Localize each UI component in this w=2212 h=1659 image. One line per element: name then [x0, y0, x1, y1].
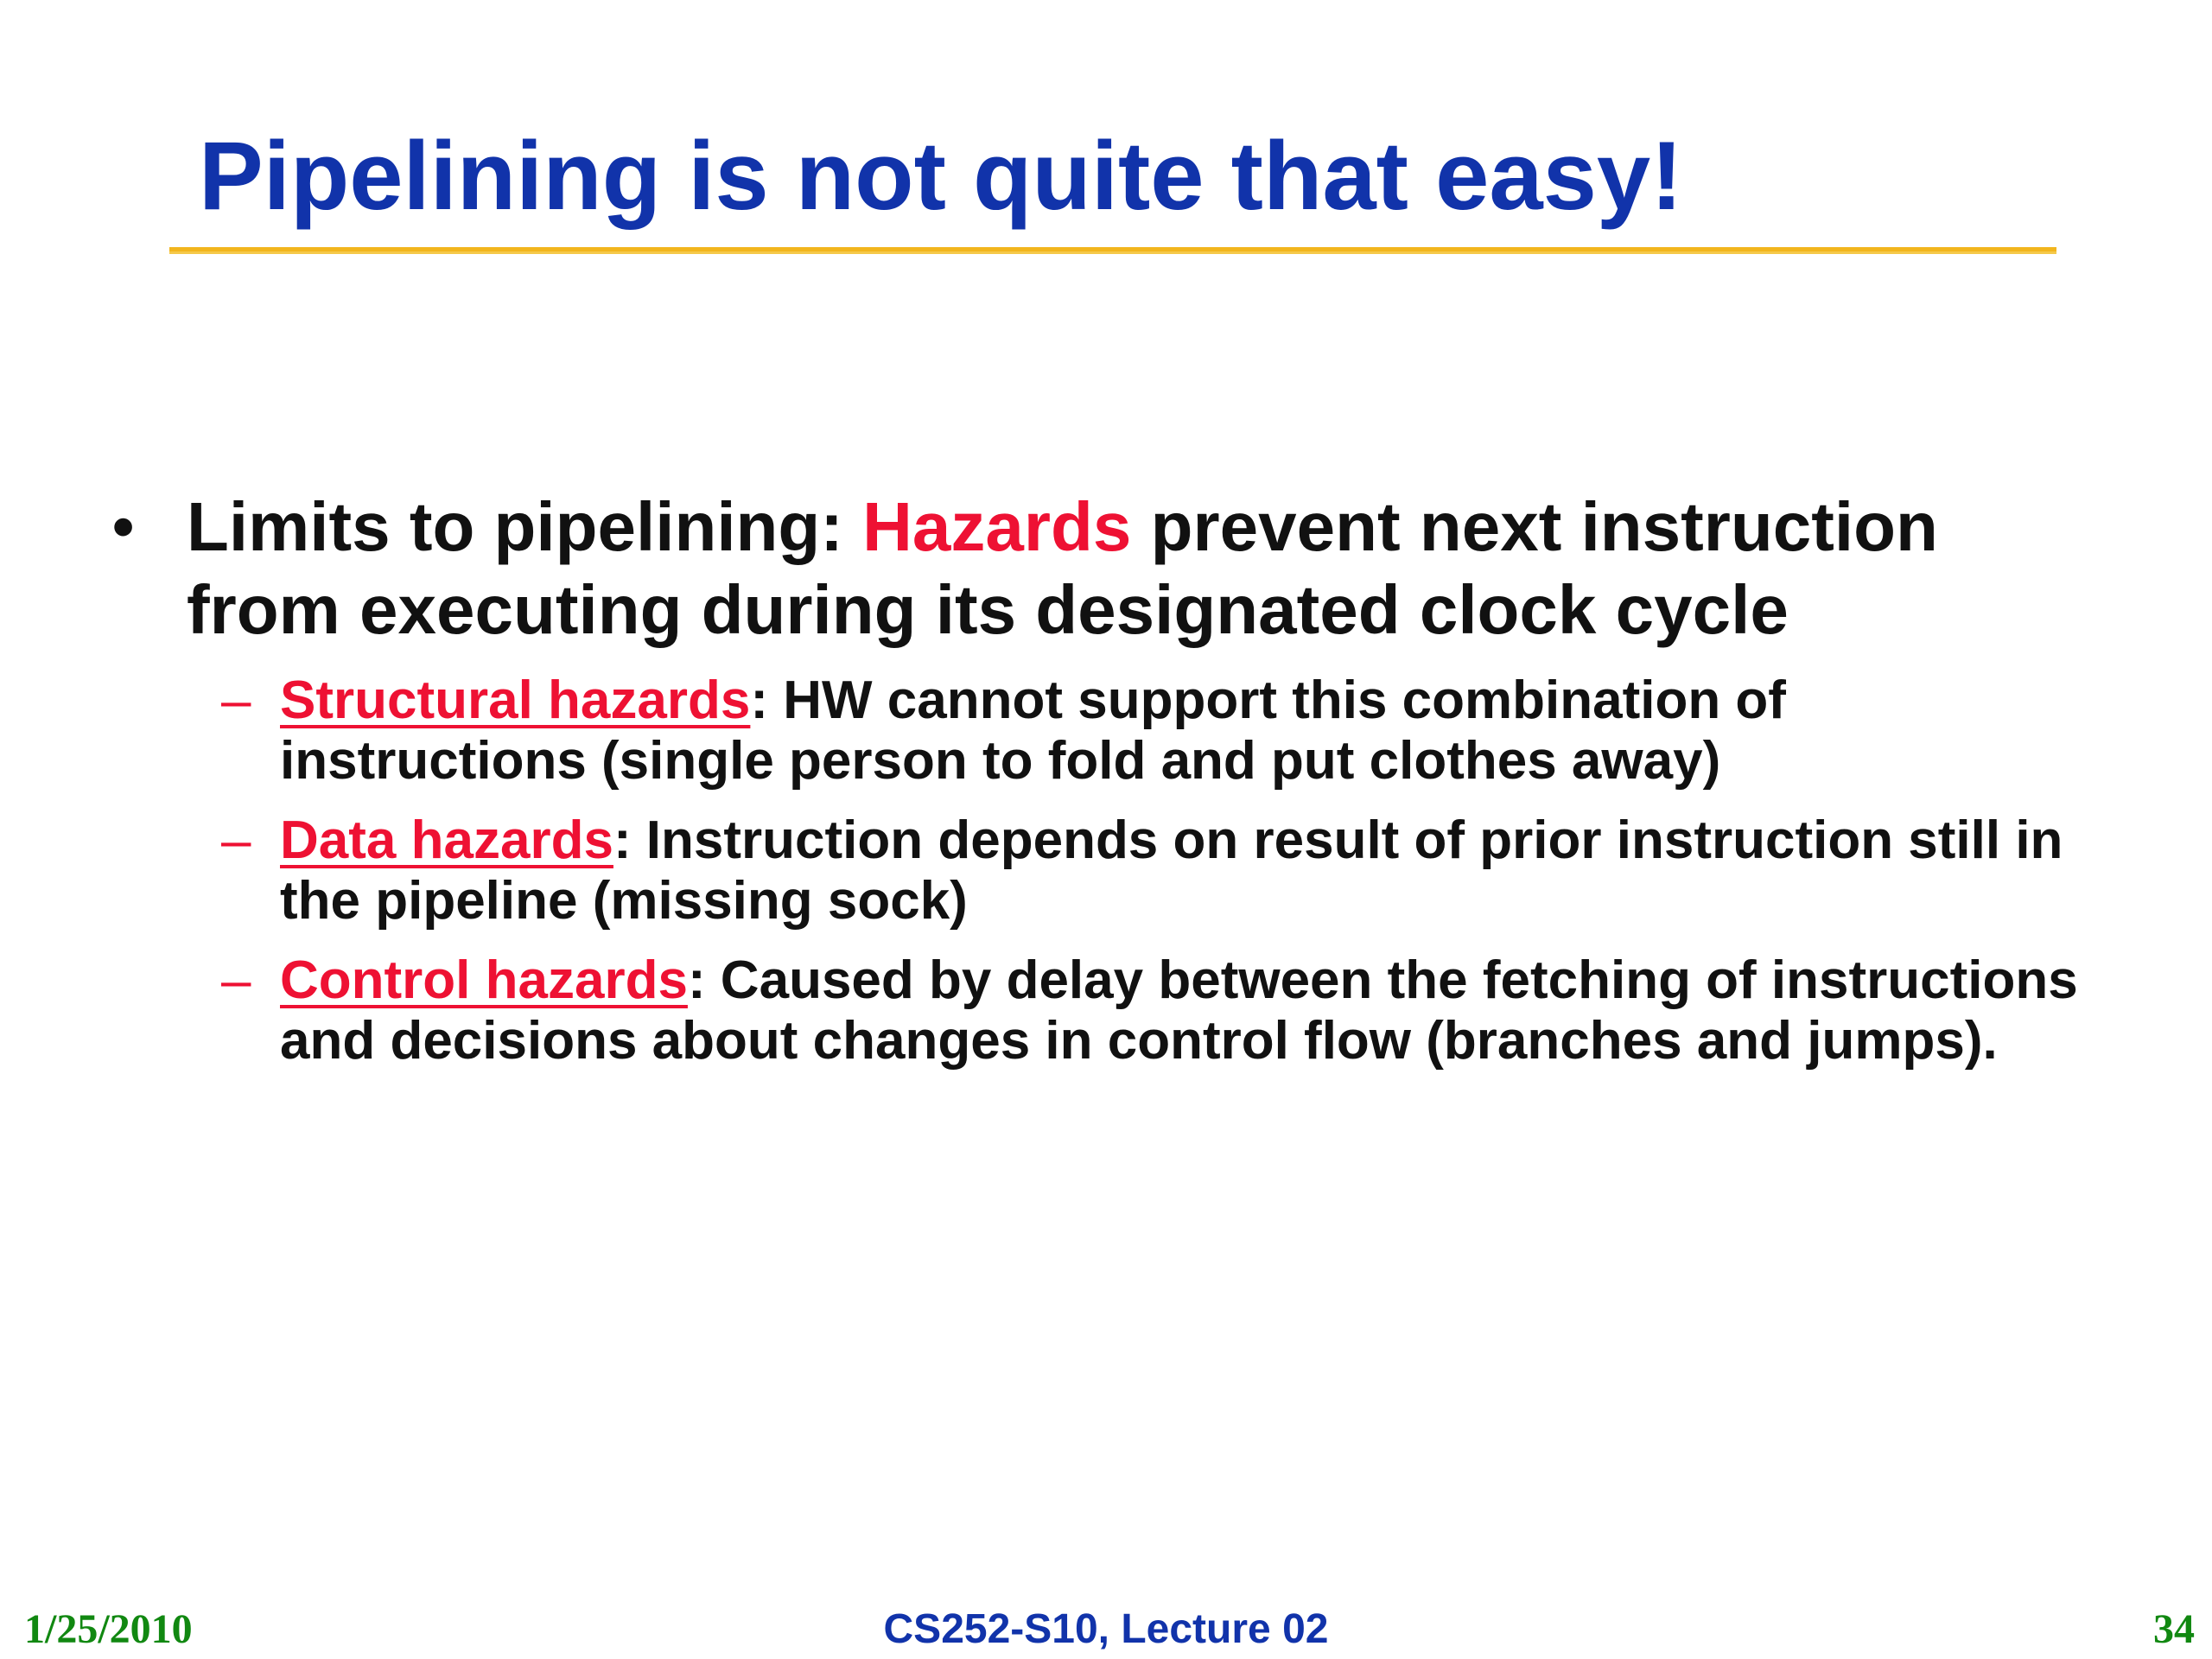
main-bullet	[112, 486, 2100, 652]
bullet-rest-text: prevent next instruction from executing during its designated clock cycle	[187, 488, 1938, 648]
bullet-dot-icon: •	[112, 493, 135, 562]
data-hazards-term: Data hazards	[280, 810, 613, 870]
control-hazards-text: : Caused by delay between the fetching of instructions and decisions about changes in control flow (branches and jumps).	[280, 950, 2078, 1071]
data-hazards-text: : Instruction depends on result of prior instruction still in the pipeline (missing sock)	[280, 810, 2063, 931]
control-hazards-term: Control hazards	[280, 950, 688, 1010]
bullet-lead-text: Limits to pipelining:	[187, 488, 863, 565]
hazards-highlight: Hazards	[862, 488, 1132, 565]
dash-icon: –	[221, 950, 251, 1010]
footer-date: 1/25/2010	[24, 1606, 193, 1652]
sub-bullet-structural	[221, 671, 2100, 791]
structural-hazards-term: Structural hazards	[280, 671, 751, 730]
structural-hazards-text: : HW cannot support this combination of instructions (single person to fold and put clothes away)	[280, 671, 1786, 791]
slide-content	[112, 486, 2100, 1090]
dash-icon: –	[221, 810, 251, 870]
title-underline-rule	[169, 247, 2056, 254]
slide-title: Pipelining is not quite that easy!	[199, 122, 1683, 230]
dash-icon: –	[221, 671, 251, 730]
sub-bullet-list	[112, 671, 2100, 1071]
footer-course-title: CS252-S10, Lecture 02	[883, 1606, 1329, 1652]
sub-bullet-control	[221, 950, 2100, 1071]
sub-bullet-data	[221, 810, 2100, 931]
footer-page-number: 34	[2153, 1606, 2195, 1652]
